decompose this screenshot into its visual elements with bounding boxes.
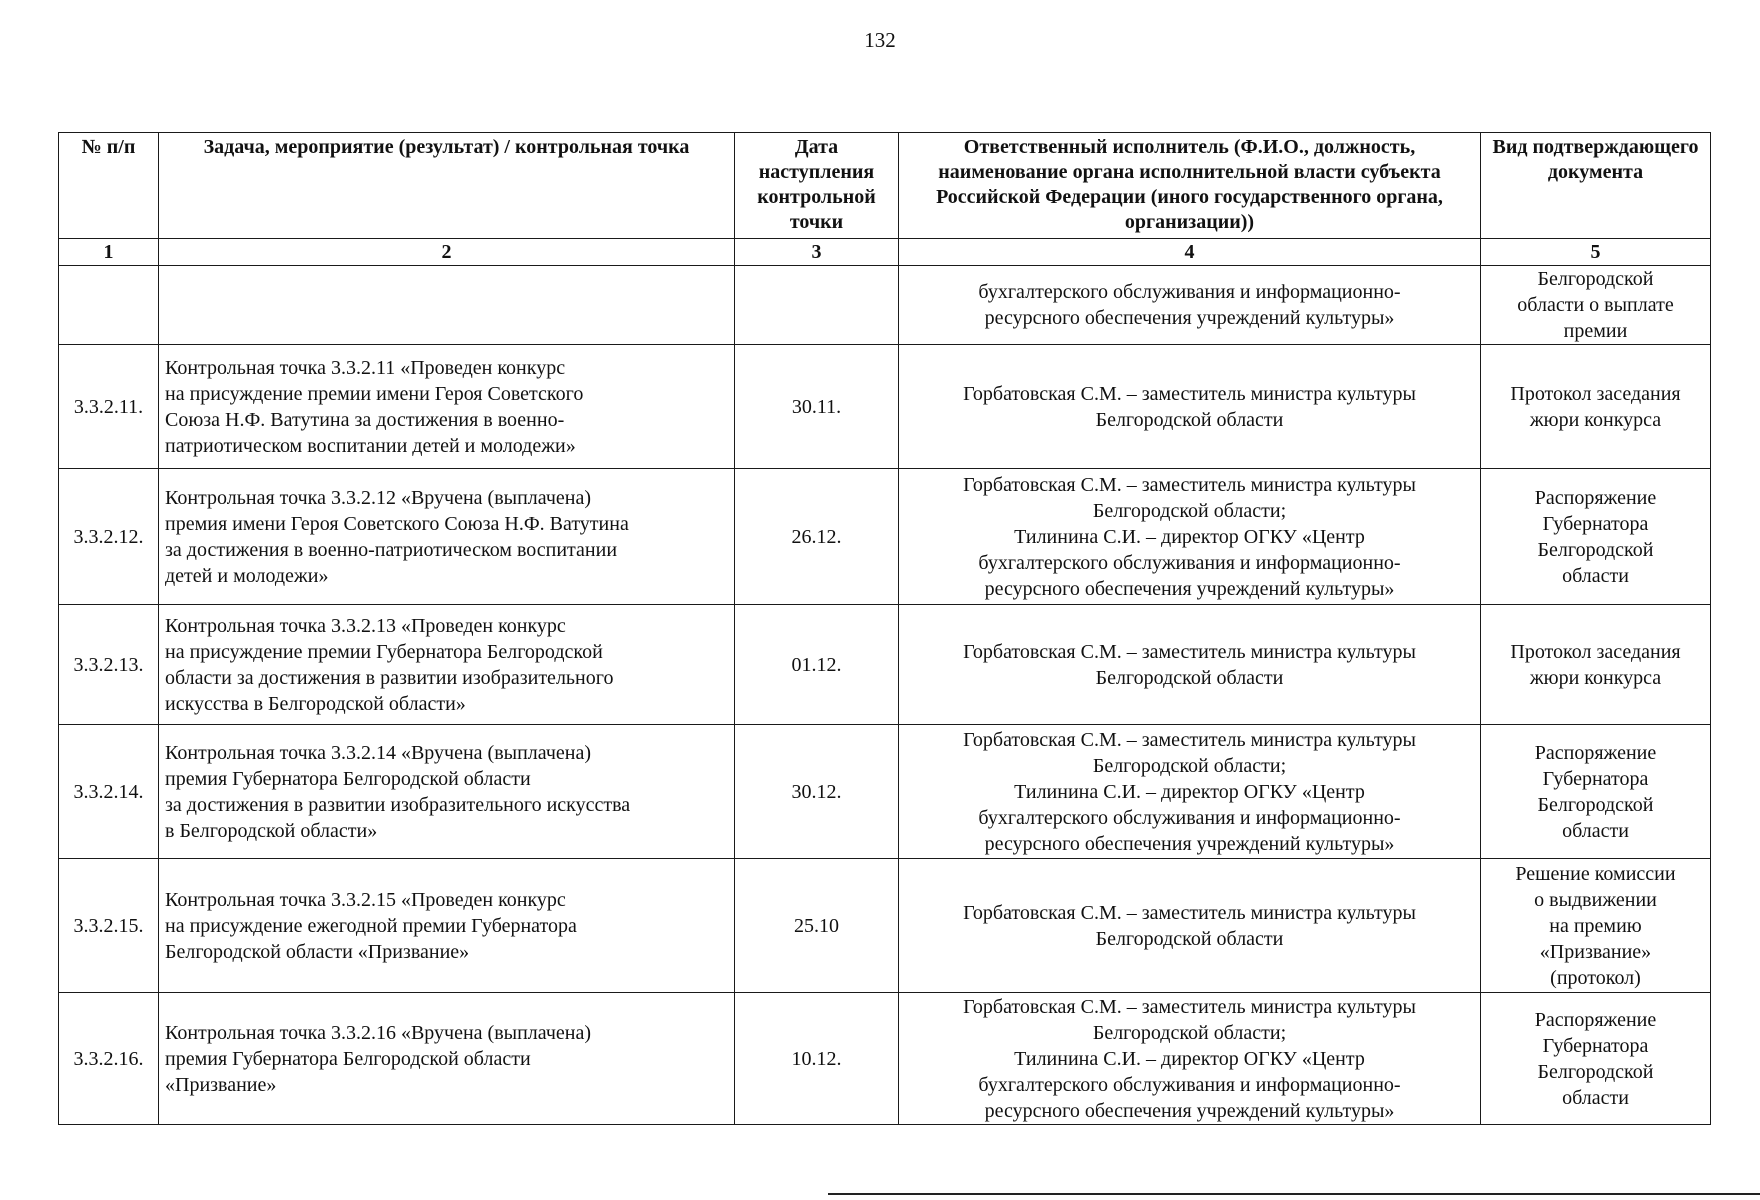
cell-line: Союза Н.Ф. Ватутина за достижения в военно-: [165, 408, 565, 431]
page-number: 132: [864, 28, 896, 52]
cell-line: Контрольная точка 3.3.2.16 «Вручена (выплачена): [165, 1021, 592, 1044]
table-row: [59, 469, 1711, 605]
cell-line: Тилинина С.И. – директор ОГКУ «Центр: [1014, 1047, 1365, 1070]
cell-line: области: [1562, 564, 1629, 587]
document-cell: [1481, 605, 1711, 725]
control-points-table: [58, 132, 1711, 1125]
cell-line: Протокол заседания: [1510, 640, 1681, 663]
date-cell: 26.12.: [735, 469, 899, 605]
row-number-cell: 3.3.2.16.: [59, 993, 159, 1125]
footer-rule: [828, 1193, 1760, 1195]
task-cell: [159, 993, 735, 1125]
cell-line: Губернатора: [1542, 767, 1649, 790]
cell-line: искусства в Белгородской области»: [165, 692, 466, 715]
responsible-cell: [899, 345, 1481, 469]
task-cell: [159, 266, 735, 345]
cell-line: Горбатовская С.М. – заместитель министра культуры: [963, 382, 1416, 405]
header-task: Задача, мероприятие (результат) / контрольная точка: [159, 133, 735, 239]
column-number: 2: [159, 239, 735, 266]
cell-line: Протокол заседания: [1510, 382, 1681, 405]
cell-line: Контрольная точка 3.3.2.13 «Проведен конкурс: [165, 614, 566, 637]
responsible-cell: [899, 725, 1481, 859]
date-cell: [735, 266, 899, 345]
cell-line: ресурсного обеспечения учреждений культуры»: [984, 577, 1395, 600]
cell-line: Тилинина С.И. – директор ОГКУ «Центр: [1014, 525, 1365, 548]
table-row: [59, 859, 1711, 993]
header-number: № п/п: [59, 133, 159, 239]
cell-line: Горбатовская С.М. – заместитель министра культуры: [963, 473, 1416, 496]
document-cell: [1481, 345, 1711, 469]
cell-line: Решение комиссии: [1515, 862, 1676, 885]
row-number-cell: 3.3.2.13.: [59, 605, 159, 725]
cell-line: Белгородской области: [1095, 666, 1284, 689]
table-row: [59, 605, 1711, 725]
task-cell: [159, 469, 735, 605]
cell-line: области: [1562, 819, 1629, 842]
cell-line: Контрольная точка 3.3.2.11 «Проведен конкурс: [165, 356, 566, 379]
cell-line: на присуждение премии Губернатора Белгородской: [165, 640, 603, 663]
cell-line: Распоряжение: [1534, 741, 1657, 764]
document-cell: [1481, 859, 1711, 993]
cell-line: Распоряжение: [1534, 1008, 1657, 1031]
cell-line: Контрольная точка 3.3.2.14 «Вручена (выплачена): [165, 741, 592, 764]
header-date: Дата наступления контрольной точки: [735, 133, 899, 239]
cell-line: на присуждение премии имени Героя Советского: [165, 382, 584, 405]
cell-line: ресурсного обеспечения учреждений культуры»: [984, 307, 1395, 329]
cell-line: Контрольная точка 3.3.2.15 «Проведен конкурс: [165, 888, 566, 911]
cell-line: Губернатора: [1542, 1034, 1649, 1057]
responsible-cell: [899, 859, 1481, 993]
table-row: [59, 345, 1711, 469]
document-cell: [1481, 469, 1711, 605]
cell-line: Горбатовская С.М. – заместитель министра культуры: [963, 901, 1416, 924]
cell-line: на присуждение ежегодной премии Губернатора: [165, 914, 577, 937]
column-number: 4: [899, 239, 1481, 266]
column-number: 5: [1481, 239, 1711, 266]
date-cell: 30.11.: [735, 345, 899, 469]
date-cell: 01.12.: [735, 605, 899, 725]
cell-line: Тилинина С.И. – директор ОГКУ «Центр: [1014, 780, 1365, 803]
responsible-cell: [899, 469, 1481, 605]
responsible-cell: [899, 266, 1481, 345]
row-number-cell: 3.3.2.11.: [59, 345, 159, 469]
cell-line: Белгородской области;: [1092, 499, 1287, 522]
row-number-cell: 3.3.2.15.: [59, 859, 159, 993]
column-number: 1: [59, 239, 159, 266]
cell-line: Белгородской области «Призвание»: [165, 940, 470, 963]
cell-line: Белгородской: [1537, 538, 1654, 561]
cell-line: бухгалтерского обслуживания и информационно-: [978, 281, 1401, 303]
row-number-cell: 3.3.2.12.: [59, 469, 159, 605]
row-number-cell: [59, 266, 159, 345]
date-cell: 30.12.: [735, 725, 899, 859]
cell-line: патриотическом воспитании детей и молодежи»: [165, 434, 576, 457]
cell-line: детей и молодежи»: [165, 564, 329, 587]
table-row: [59, 725, 1711, 859]
cell-line: бухгалтерского обслуживания и информационно-: [978, 551, 1401, 574]
document-cell: [1481, 993, 1711, 1125]
cell-line: Горбатовская С.М. – заместитель министра культуры: [963, 728, 1416, 751]
cell-line: Белгородской: [1537, 1060, 1654, 1083]
cell-line: о выдвижении: [1534, 888, 1657, 911]
cell-line: премия Губернатора Белгородской области: [165, 1047, 531, 1070]
cell-line: премия Губернатора Белгородской области: [165, 767, 531, 790]
table-row: [59, 993, 1711, 1125]
date-cell: 10.12.: [735, 993, 899, 1125]
cell-line: Губернатора: [1542, 512, 1649, 535]
cell-line: на премию: [1549, 914, 1642, 937]
column-number-row: [59, 239, 1711, 266]
cell-line: жюри конкурса: [1529, 408, 1662, 431]
cell-line: бухгалтерского обслуживания и информационно-: [978, 1073, 1401, 1096]
document-cell: [1481, 725, 1711, 859]
cell-line: за достижения в развитии изобразительного искусства: [165, 793, 631, 816]
row-number-cell: 3.3.2.14.: [59, 725, 159, 859]
cell-line: (протокол): [1550, 966, 1641, 989]
cell-line: Белгородской области;: [1092, 754, 1287, 777]
date-cell: 25.10: [735, 859, 899, 993]
document-cell: [1481, 266, 1711, 345]
header-responsible: Ответственный исполнитель (Ф.И.О., должность, наименование органа исполнительной власти субъекта Российской Федерации (иного государственного органа, организации)): [899, 133, 1481, 239]
cell-line: за достижения в военно-патриотическом воспитании: [165, 538, 618, 561]
responsible-cell: [899, 605, 1481, 725]
cell-line: в Белгородской области»: [165, 819, 378, 842]
cell-line: Белгородской: [1537, 268, 1654, 290]
task-cell: [159, 605, 735, 725]
column-number: 3: [735, 239, 899, 266]
cell-line: бухгалтерского обслуживания и информационно-: [978, 806, 1401, 829]
table-header-row: [59, 133, 1711, 239]
cell-line: Горбатовская С.М. – заместитель министра культуры: [963, 995, 1416, 1018]
cell-line: области: [1562, 1086, 1629, 1109]
responsible-cell: [899, 993, 1481, 1125]
cell-line: Белгородской области;: [1092, 1021, 1287, 1044]
cell-line: области о выплате: [1517, 294, 1674, 316]
cell-line: Белгородской: [1537, 793, 1654, 816]
cell-line: Белгородской области: [1095, 408, 1284, 431]
cell-line: «Призвание»: [165, 1073, 277, 1096]
cell-line: премия имени Героя Советского Союза Н.Ф. Ватутина: [165, 512, 629, 535]
cell-line: ресурсного обеспечения учреждений культуры»: [984, 832, 1395, 855]
cell-line: премии: [1563, 320, 1628, 342]
task-cell: [159, 725, 735, 859]
cell-line: Контрольная точка 3.3.2.12 «Вручена (выплачена): [165, 486, 592, 509]
cell-line: ресурсного обеспечения учреждений культуры»: [984, 1099, 1395, 1122]
continuation-row: [59, 266, 1711, 345]
cell-line: Горбатовская С.М. – заместитель министра культуры: [963, 640, 1416, 663]
cell-line: жюри конкурса: [1529, 666, 1662, 689]
task-cell: [159, 859, 735, 993]
cell-line: «Призвание»: [1539, 940, 1652, 963]
task-cell: [159, 345, 735, 469]
header-document: Вид подтверждающего документа: [1481, 133, 1711, 239]
cell-line: области за достижения в развитии изобразительного: [165, 666, 614, 689]
cell-line: Распоряжение: [1534, 486, 1657, 509]
cell-line: Белгородской области: [1095, 927, 1284, 950]
